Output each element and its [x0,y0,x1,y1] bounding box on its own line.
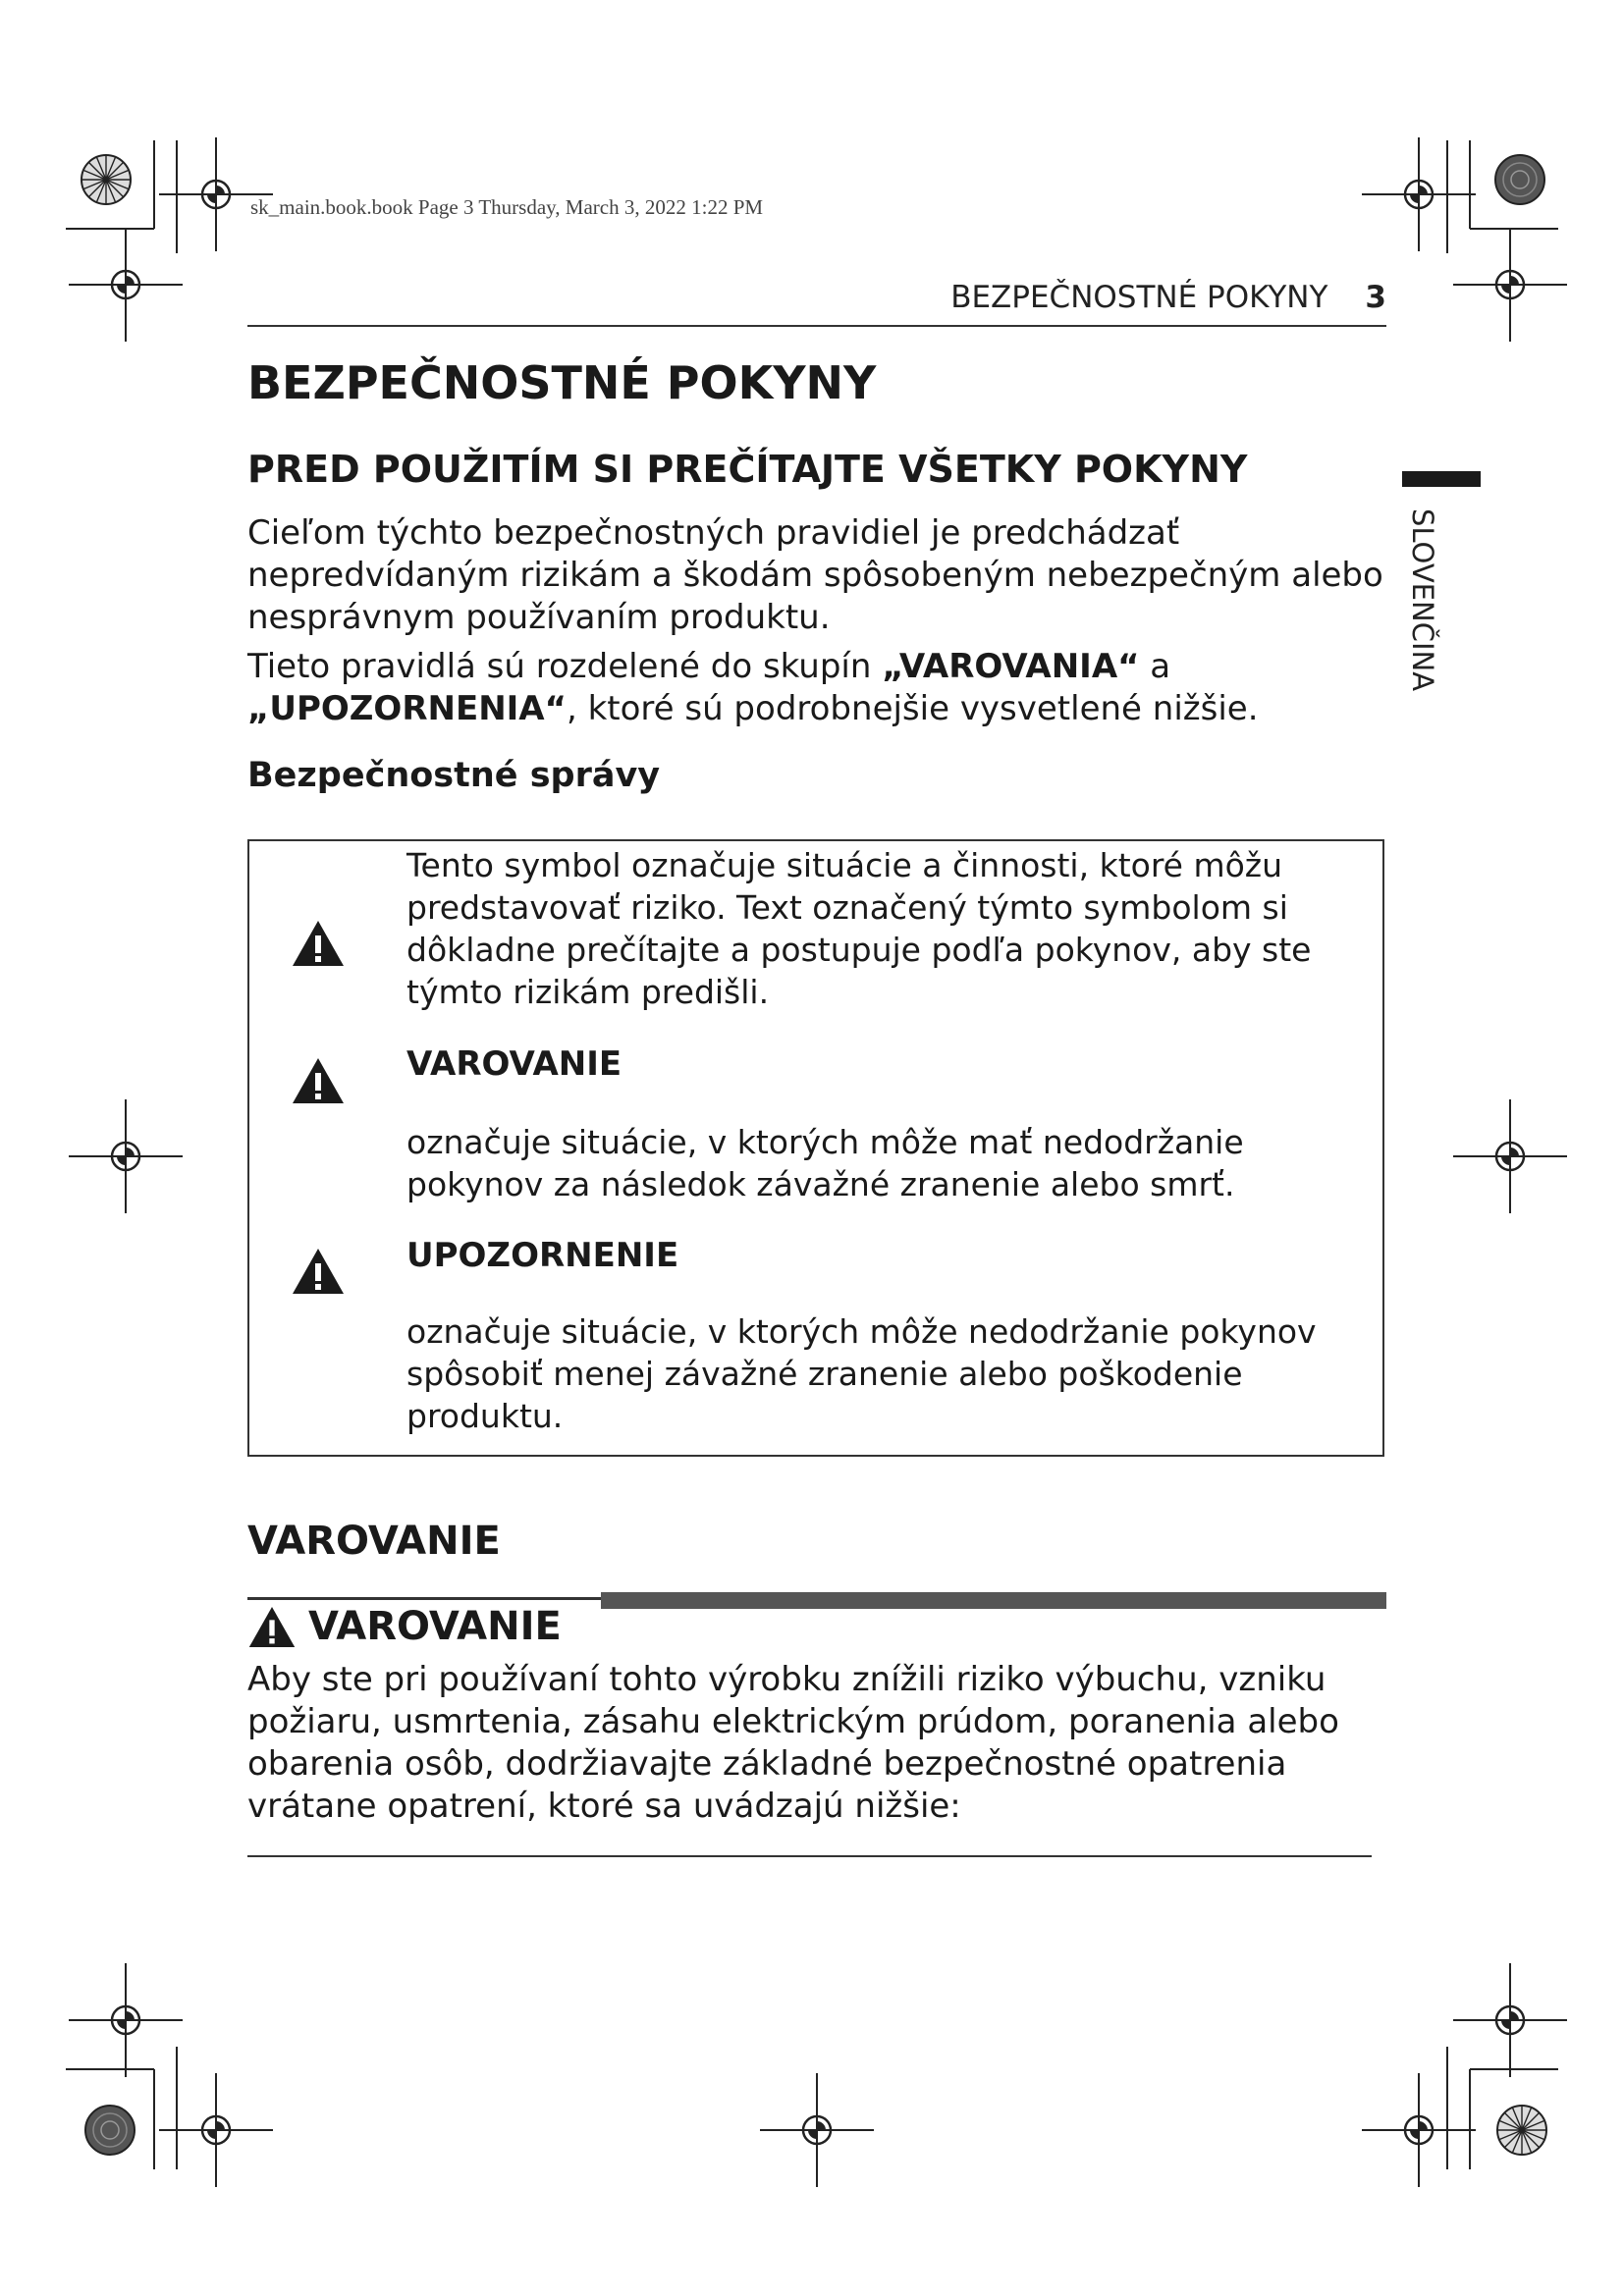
registration-mark-icon [1453,228,1567,342]
registration-mark-icon [69,228,183,342]
star-target-icon [1497,2106,1546,2155]
registration-mark-icon [69,1963,183,2077]
warning-thick-rule [601,1592,1386,1609]
header-rule [247,325,1386,327]
warnings-term: „VAROVANIA“ [882,647,1140,686]
registration-mark-icon [1453,1099,1567,1213]
registration-mark-icon [1453,1963,1567,2077]
section-end-rule [247,1855,1372,1857]
caution-description: označuje situácie, v ktorých môže nedodržanie pokynov spôsobiť menej závažné zranenie alebo poškodenie produktu. [406,1312,1317,1435]
warning-label: VAROVANIE [406,1044,623,1084]
caution-label: UPOZORNENIE [406,1236,679,1275]
section-subtitle: PRED POUŽITÍM SI PREČÍTAJTE VŠETKY POKYNY [247,448,1248,491]
registration-mark-icon [1362,2073,1476,2187]
warning-header [247,1604,562,1649]
page-title: BEZPEČNOSTNÉ POKYNY [247,356,877,409]
registration-mark-icon [69,1099,183,1213]
registration-mark-icon [760,2073,874,2187]
warning-triangle-icon [291,919,346,968]
header-section-title: BEZPEČNOSTNÉ POKYNY [950,280,1328,315]
star-target-icon [81,155,131,204]
symbol-description: Tento symbol označuje situácie a činnosti, ktoré môžu predstavovať riziko. Text označený týmto symbolom si dôkladne prečítajte a postupuje podľa pokynov, aby ste týmto rizikám predišli. [406,846,1312,1011]
warning-header-label: VAROVANIE [308,1604,562,1649]
intro-groups-paragraph: Tieto pravidlá sú rozdelené do skupín „VAROVANIA“ a „UPOZORNENIA“, ktoré sú podrobnejšie vysvetlené nižšie. [247,647,1259,728]
dot-target-icon [1495,155,1544,204]
warning-paragraph: Aby ste pri používaní tohto výrobku znížili riziko výbuchu, vzniku požiaru, usmrtenia, zásahu elektrickým prúdom, poranenia alebo obarenia osôb, dodržiavajte základné bezpečnostné opatrenia vrátane opatrení, ktoré sa uvádzajú nižšie: [247,1660,1339,1826]
warning-description: označuje situácie, v ktorých môže mať nedodržanie pokynov za následok závažné zranenie alebo smrť. [406,1123,1244,1203]
page-number: 3 [1365,280,1386,315]
cautions-term: „UPOZORNENIA“ [247,689,567,728]
warning-thin-rule [247,1597,601,1600]
warning-triangle-icon [291,1247,346,1296]
language-tab-label: SLOVENČINA [1406,508,1439,692]
warning-section-heading: VAROVANIE [247,1519,501,1564]
warning-triangle-icon [291,1056,346,1105]
dot-target-icon [85,2106,135,2155]
language-tab-marker [1402,471,1481,487]
intro-paragraph: Cieľom týchto bezpečnostných pravidiel je predchádzať nepredvídaným rizikám a škodám spôsobeným nebezpečným alebo nesprávnym používaním produktu. [247,513,1383,637]
print-slug: sk_main.book.book Page 3 Thursday, March 3, 2022 1:22 PM [250,195,764,219]
running-header [247,275,1386,320]
registration-mark-icon [1362,137,1476,251]
safety-messages-heading: Bezpečnostné správy [247,756,661,795]
warning-triangle-icon [247,1605,297,1649]
